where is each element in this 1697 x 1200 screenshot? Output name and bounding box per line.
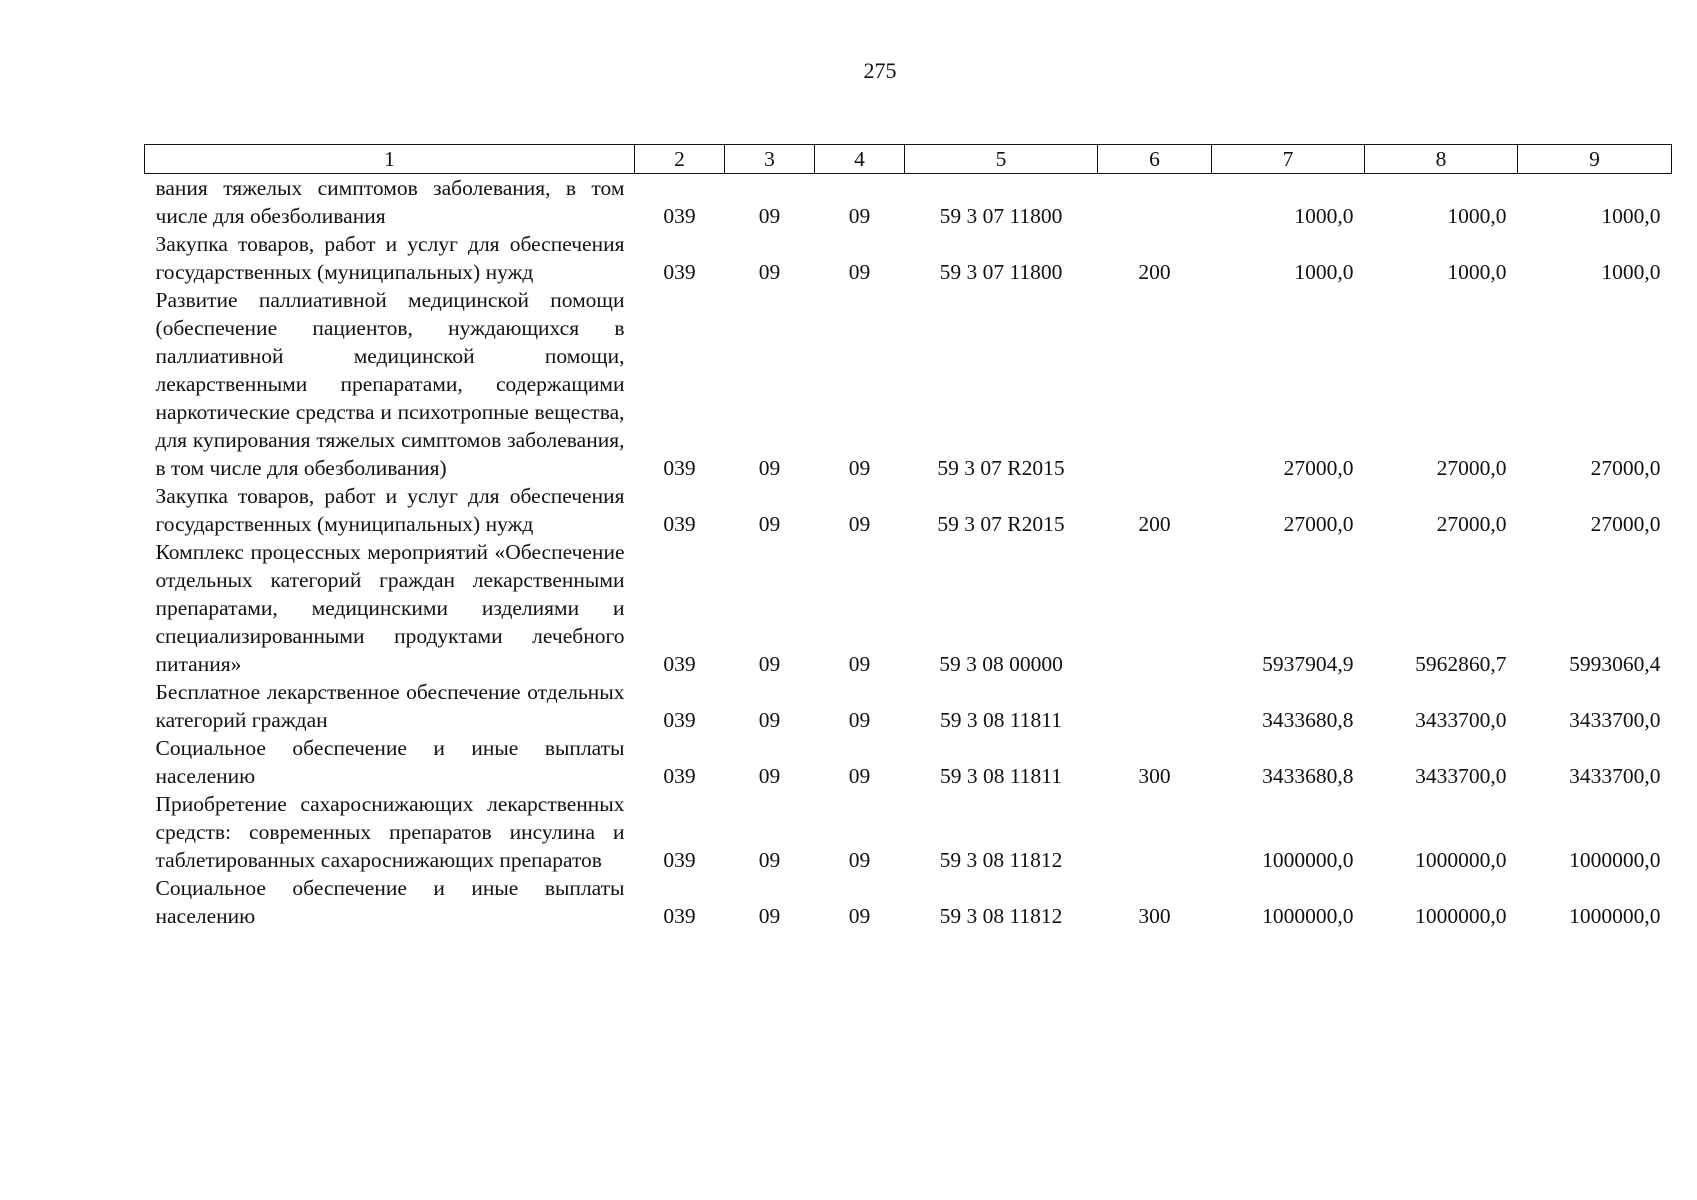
cell-ministry-code: 039 <box>663 260 696 284</box>
cell-section: 09 <box>758 652 781 676</box>
cell-target-article: 59 3 07 11800 <box>939 260 1063 284</box>
cell-expense-type <box>1098 678 1212 734</box>
cell-expense-type: 300 <box>1138 904 1171 928</box>
row-description: Бесплатное лекарственное обеспечение отдельных категорий граждан <box>155 680 625 732</box>
cell-amount-8: 1000000,0 <box>1415 904 1507 928</box>
cell-expense-type <box>1098 538 1212 678</box>
cell-target-article: 59 3 08 11811 <box>939 708 1063 732</box>
table-row <box>145 874 1672 930</box>
table-row <box>145 538 1672 678</box>
table-row <box>145 734 1672 790</box>
cell-subsection: 09 <box>848 652 871 676</box>
col-header-5: 5 <box>905 145 1098 174</box>
cell-amount-9: 27000,0 <box>1590 456 1661 480</box>
cell-target-article: 59 3 08 11812 <box>939 848 1063 872</box>
cell-section: 09 <box>758 848 781 872</box>
cell-amount-9: 1000000,0 <box>1569 904 1661 928</box>
cell-ministry-code: 039 <box>663 204 696 228</box>
row-description: Комплекс процессных мероприятий «Обеспечение отдельных категорий граждан лекарственными препаратами, медицинскими изделиями и специализированными продуктами лечебного питания» <box>155 540 625 676</box>
cell-subsection: 09 <box>848 260 871 284</box>
row-description: Закупка товаров, работ и услуг для обеспечения государственных (муниципальных) нужд <box>155 484 625 536</box>
col-header-1: 1 <box>145 145 635 174</box>
cell-amount-8: 3433700,0 <box>1415 708 1507 732</box>
row-description: Социальное обеспечение и иные выплаты населению <box>155 876 625 928</box>
cell-amount-9: 1000000,0 <box>1569 848 1661 872</box>
cell-expense-type: 200 <box>1138 512 1171 536</box>
cell-amount-7: 1000000,0 <box>1262 848 1354 872</box>
cell-subsection: 09 <box>848 512 871 536</box>
cell-amount-8: 1000,0 <box>1447 204 1507 228</box>
cell-subsection: 09 <box>848 904 871 928</box>
col-header-7: 7 <box>1212 145 1365 174</box>
header-row <box>145 145 1672 174</box>
cell-subsection: 09 <box>848 456 871 480</box>
row-description: Приобретение сахароснижающих лекарственных средств: современных препаратов инсулина и таблетированных сахароснижающих препаратов <box>155 792 625 872</box>
cell-subsection: 09 <box>848 764 871 788</box>
col-header-8: 8 <box>1365 145 1518 174</box>
cell-amount-9: 27000,0 <box>1590 512 1661 536</box>
cell-amount-8: 1000000,0 <box>1415 848 1507 872</box>
cell-target-article: 59 3 07 11800 <box>939 204 1063 228</box>
cell-expense-type: 300 <box>1138 764 1171 788</box>
table-row <box>145 482 1672 538</box>
table-row <box>145 678 1672 734</box>
cell-target-article: 59 3 08 11812 <box>939 904 1063 928</box>
col-header-3: 3 <box>725 145 815 174</box>
cell-amount-7: 1000,0 <box>1294 204 1354 228</box>
row-description: Социальное обеспечение и иные выплаты населению <box>155 736 625 788</box>
cell-amount-9: 5993060,4 <box>1569 652 1661 676</box>
cell-amount-7: 1000000,0 <box>1262 904 1354 928</box>
col-header-6: 6 <box>1098 145 1212 174</box>
col-header-2: 2 <box>635 145 725 174</box>
cell-section: 09 <box>758 204 781 228</box>
cell-amount-8: 1000,0 <box>1447 260 1507 284</box>
page-number: 275 <box>863 58 897 83</box>
row-description: Закупка товаров, работ и услуг для обеспечения государственных (муниципальных) нужд <box>155 232 625 284</box>
table-row <box>145 174 1672 231</box>
row-description: вания тяжелых симптомов заболевания, в том числе для обезболивания <box>155 176 625 228</box>
cell-amount-8: 5962860,7 <box>1415 652 1507 676</box>
cell-subsection: 09 <box>848 708 871 732</box>
table-row <box>145 790 1672 874</box>
cell-ministry-code: 039 <box>663 764 696 788</box>
cell-amount-9: 1000,0 <box>1601 260 1661 284</box>
cell-expense-type <box>1098 174 1212 231</box>
cell-section: 09 <box>758 512 781 536</box>
budget-table <box>144 144 1672 930</box>
cell-amount-9: 3433700,0 <box>1569 764 1661 788</box>
cell-expense-type: 200 <box>1138 260 1171 284</box>
cell-amount-9: 1000,0 <box>1601 204 1661 228</box>
cell-section: 09 <box>758 260 781 284</box>
cell-amount-7: 27000,0 <box>1283 512 1354 536</box>
cell-ministry-code: 039 <box>663 652 696 676</box>
cell-subsection: 09 <box>848 848 871 872</box>
cell-section: 09 <box>758 904 781 928</box>
cell-amount-8: 3433700,0 <box>1415 764 1507 788</box>
cell-expense-type <box>1098 286 1212 482</box>
cell-expense-type <box>1098 790 1212 874</box>
cell-amount-7: 1000,0 <box>1294 260 1354 284</box>
cell-subsection: 09 <box>848 204 871 228</box>
cell-amount-8: 27000,0 <box>1436 512 1507 536</box>
cell-target-article: 59 3 08 00000 <box>939 652 1063 676</box>
cell-section: 09 <box>758 708 781 732</box>
cell-section: 09 <box>758 764 781 788</box>
table-row <box>145 230 1672 286</box>
col-header-4: 4 <box>815 145 905 174</box>
cell-amount-8: 27000,0 <box>1436 456 1507 480</box>
cell-amount-7: 3433680,8 <box>1262 764 1354 788</box>
cell-ministry-code: 039 <box>663 456 696 480</box>
cell-section: 09 <box>758 456 781 480</box>
cell-ministry-code: 039 <box>663 904 696 928</box>
cell-amount-7: 5937904,9 <box>1262 652 1354 676</box>
cell-ministry-code: 039 <box>663 848 696 872</box>
col-header-9: 9 <box>1518 145 1672 174</box>
cell-ministry-code: 039 <box>663 512 696 536</box>
table-row <box>145 286 1672 482</box>
cell-ministry-code: 039 <box>663 708 696 732</box>
cell-amount-7: 27000,0 <box>1283 456 1354 480</box>
row-description: Развитие паллиативной медицинской помощи (обеспечение пациентов, нуждающихся в паллиативной медицинской помощи, лекарственными препаратами, содержащими наркотические средства и психотропные вещества, для купирования тяжелых симптомов заболевания, в том числе для обезболивания) <box>155 288 625 480</box>
cell-amount-7: 3433680,8 <box>1262 708 1354 732</box>
cell-target-article: 59 3 07 R2015 <box>937 512 1065 536</box>
cell-target-article: 59 3 07 R2015 <box>937 456 1065 480</box>
cell-target-article: 59 3 08 11811 <box>939 764 1063 788</box>
cell-amount-9: 3433700,0 <box>1569 708 1661 732</box>
